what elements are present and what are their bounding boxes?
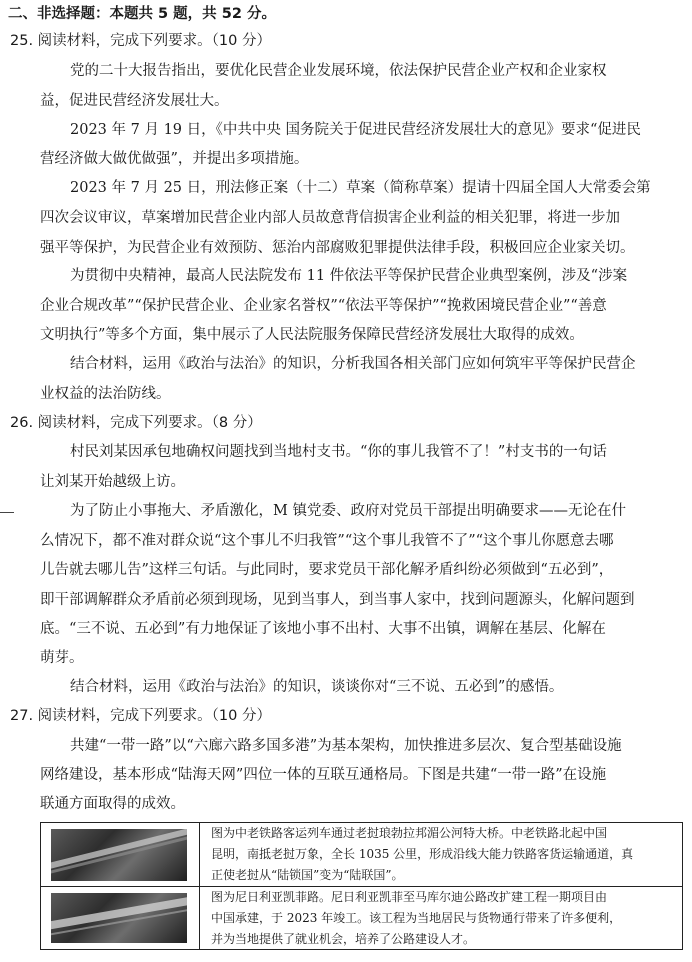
q27-paragraph-line: 共建“一带一路”以“六廊六路多国多港”为基本架构，加快推进多层次、复合型基础设施: [70, 738, 622, 754]
q27-paragraph-line: 网络建设，基本形成“陆海天网”四位一体的互联互通格局。下图是共建“一带一路”在设施: [40, 767, 607, 783]
q25-paragraph-line: 益，促进民营经济发展壮大。: [40, 93, 229, 109]
q26-paragraph-line: 村民刘某因承包地确权问题找到当地村支书。“你的事儿我管不了！”村支书的一句话: [70, 444, 607, 460]
question-26-heading: 26. 阅读材料，完成下列要求。（8 分）: [10, 415, 262, 431]
table-cell-line: 图为尼日利亚凯菲路。尼日利亚凯菲至马库尔迪公路改扩建工程一期项目由: [211, 890, 608, 904]
q25-paragraph-line: 党的二十大报告指出，要优化民营企业发展环境，依法保护民营企业产权和企业家权: [70, 63, 607, 79]
q26-question-prompt: 结合材料，运用《政治与法治》的知识，谈谈你对“三不说、五必到”的感悟。: [70, 679, 564, 695]
q25-paragraph-line: 2023 年 7 月 25 日，刑法修正案（十二）草案（简称草案）提请十四届全国人大常委会第: [70, 180, 651, 196]
table-cell-text: [211, 887, 676, 950]
table-row: [41, 887, 682, 949]
q26-paragraph-line: 让刘某开始越级上访。: [40, 474, 185, 490]
margin-mark: [0, 512, 14, 513]
q26-paragraph-line: 为了防止小事拖大、矛盾激化，M 镇党委、政府对党员干部提出明确要求——无论在什: [70, 503, 626, 519]
table-cell-line: 正使老挝从“陆锁国”变为“陆联国”。: [211, 868, 404, 882]
question-27-heading: 27. 阅读材料，完成下列要求。（10 分）: [10, 708, 271, 724]
highway-photo: [51, 893, 187, 943]
q25-paragraph-line: 营经济做大做优做强”，并提出多项措施。: [40, 151, 309, 167]
question-25-heading: 25. 阅读材料，完成下列要求。（10 分）: [10, 33, 271, 49]
q26-paragraph-line: 即干部调解群众矛盾前必须到现场，见到当事人，到当事人家中，找到问题源头，化解问题到: [40, 592, 635, 608]
table-cell-text: [211, 823, 676, 886]
table-cell-line: 中国承建，于 2023 年竣工。该工程为当地居民与货物通行带来了许多便利，: [211, 911, 622, 925]
q25-question-prompt: 业权益的法治防线。: [40, 386, 171, 402]
q26-paragraph-line: 么情况下，都不准对群众说“这个事儿不归我管”“这个事儿我管不了”“这个事儿你愿意去哪: [40, 533, 614, 549]
table-cell-line: 图为中老铁路客运列车通过老挝琅勃拉邦湄公河特大桥。中老铁路北起中国: [211, 826, 608, 840]
q26-paragraph-line: 底。“三不说、五必到”有力地保证了该地小事不出村、大事不出镇，调解在基层、化解在: [40, 621, 606, 637]
q25-paragraph-line: 四次会议审议，草案增加民营企业内部人员故意背信损害企业利益的相关犯罪，将进一步加: [40, 210, 620, 226]
q27-paragraph-line: 联通方面取得的成效。: [40, 796, 185, 812]
table-cell-line: 昆明，南抵老挝万象，全长 1035 公里，形成沿线大能力铁路客货运输通道，真: [211, 847, 634, 861]
q25-paragraph-line: 为贯彻中央精神，最高人民法院发布 11 件依法平等保护民营企业典型案例，涉及“涉案: [70, 268, 628, 284]
q25-paragraph-line: 2023 年 7 月 19 日，《中共中央 国务院关于促进民营经济发展壮大的意见》要求“促进民: [70, 122, 641, 138]
table-cell-line: 并为当地提供了就业机会，培养了公路建设人才。: [211, 932, 476, 946]
train-on-bridge-photo: [51, 829, 187, 881]
q25-paragraph-line: 强平等保护，为民营企业有效预防、惩治内部腐败犯罪提供法律手段，积极回应企业家关切。: [40, 240, 635, 256]
q25-paragraph-line: 企业合规改革”“保护民营企业、企业家名誉权”“依法平等保护”“挽救困境民营企业”“善意: [40, 298, 607, 314]
q26-paragraph-line: 儿告就去哪儿告”这样三句话。与此同时，要求党员干部化解矛盾纠纷必须做到“五必到”，: [40, 562, 614, 578]
material-table: [40, 822, 683, 950]
q26-paragraph-line: 萌芽。: [40, 650, 84, 666]
q25-question-prompt: 结合材料，运用《政治与法治》的知识，分析我国各相关部门应如何筑牢平等保护民营企: [70, 356, 636, 372]
section-title: 二、非选择题：本题共 5 题，共 52 分。: [8, 6, 276, 22]
q25-paragraph-line: 文明执行”等多个方面，集中展示了人民法院服务保障民营经济发展壮大取得的成效。: [40, 327, 584, 343]
table-row: [41, 823, 682, 887]
